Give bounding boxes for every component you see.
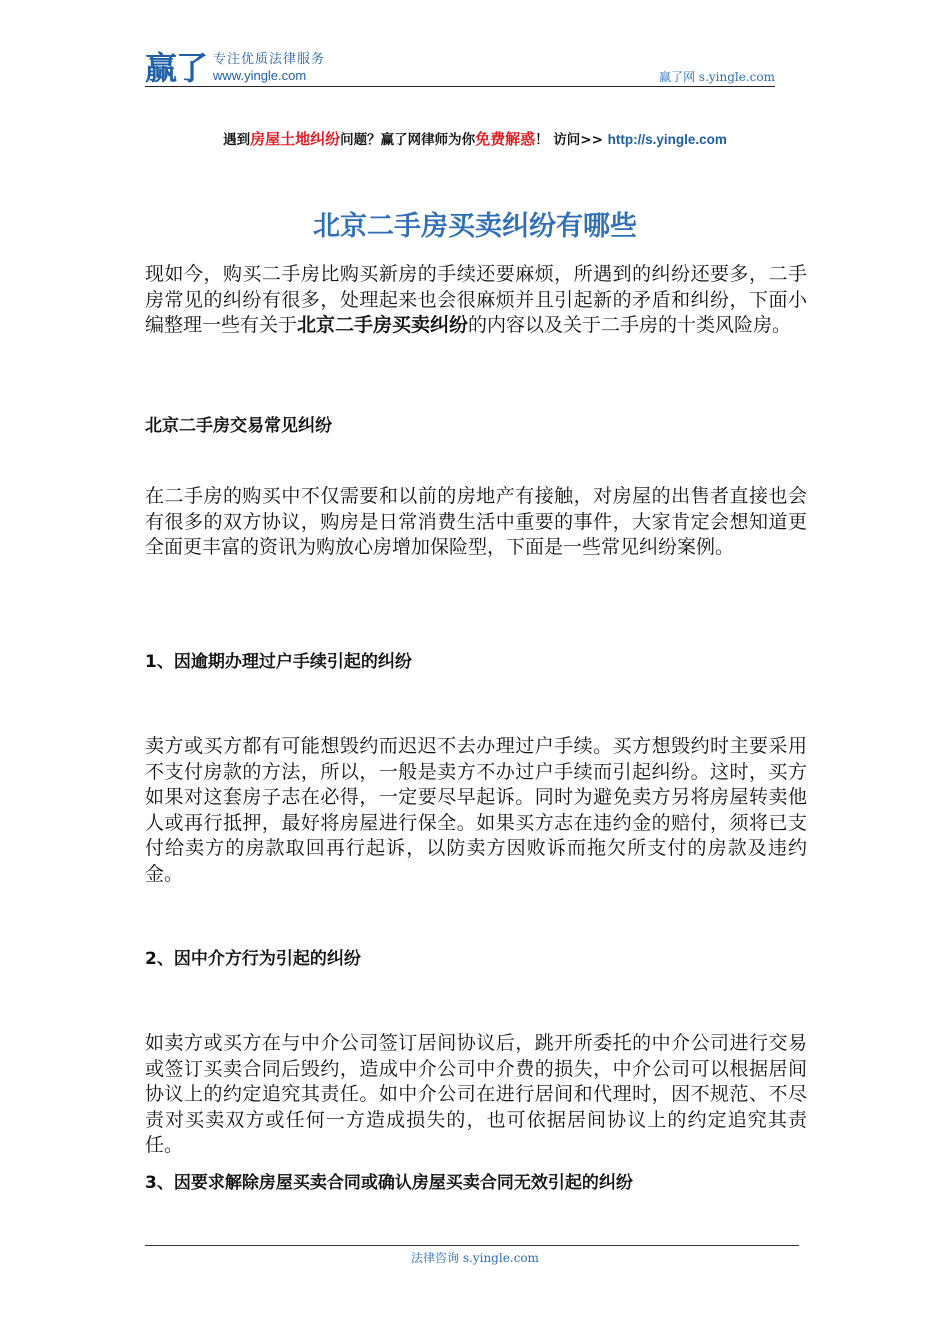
promo-text-2: 问题？赢了网律师为你 bbox=[340, 132, 476, 148]
header-site-link[interactable]: 赢了网 s.yingle.com bbox=[659, 70, 775, 84]
item3-heading: 3、因要求解除房屋买卖合同或确认房屋买卖合同无效引起的纠纷 bbox=[145, 1173, 633, 1193]
yingle-logo[interactable] bbox=[145, 50, 325, 90]
article-title: 北京二手房买卖纠纷有哪些 bbox=[313, 211, 637, 242]
item1-paragraph: 卖方或买方都有可能想毁约而迟迟不去办理过户手续。买方想毁约时主要采用不支付房款的方法，所以，一般是卖方不办过户手续而引起纠纷。这时，买方如果对这套房子志在必得，一定要尽早起诉。同时为避免卖方另将房屋转卖他人或再行抵押，最好将房屋进行保全。如果买方志在违约金的赔付，须将已支付给卖方的房款取回再行起诉，以防卖方因败诉而拖欠所支付的房款及违约金。 bbox=[145, 735, 807, 885]
promo-highlight-1: 房屋土地纠纷 bbox=[250, 130, 341, 148]
item1-heading: 1、因逾期办理过户手续引起的纠纷 bbox=[145, 652, 412, 672]
intro-paragraph bbox=[145, 262, 807, 339]
item2-heading: 2、因中介方行为引起的纠纷 bbox=[145, 949, 361, 969]
section-paragraph: 在二手房的购买中不仅需要和以前的房地产有接触，对房屋的出售者直接也会有很多的双方协议，购房是日常消费生活中重要的事件，大家肯定会想知道更全面更丰富的资讯为购放心房增加保险型，下面是一些常见纠纷案例。 bbox=[145, 485, 807, 558]
page-footer[interactable]: 法律咨询 s.yingle.com bbox=[411, 1251, 539, 1265]
logo-url: www.yingle.com bbox=[213, 68, 307, 83]
intro-text-before: 现如今，购买二手房比购买新房的手续还要麻烦，所遇到的纠纷还要多，二手房常见的纠纷有很多，处理起来也会很麻烦并且引起新的矛盾和纠纷，下面小编整理一些有关于 bbox=[145, 263, 807, 336]
promo-banner bbox=[0, 128, 950, 149]
promo-highlight-2: 免费解惑 bbox=[475, 130, 536, 148]
section-heading: 北京二手房交易常见纠纷 bbox=[145, 416, 332, 436]
logo-text bbox=[213, 50, 325, 84]
footer-divider bbox=[145, 1245, 799, 1246]
intro-text-after: 的内容以及关于二手房的十类风险房。 bbox=[468, 314, 792, 336]
promo-text-1: 遇到 bbox=[223, 132, 251, 148]
logo-slogan: 专注优质法律服务 bbox=[213, 52, 326, 67]
intro-keyword: 北京二手房买卖纠纷 bbox=[297, 314, 469, 336]
promo-text-3: ！ 访问>> bbox=[535, 132, 608, 148]
header-divider bbox=[145, 86, 775, 87]
promo-link[interactable]: http://s.yingle.com bbox=[607, 132, 727, 147]
item2-paragraph: 如卖方或买方在与中介公司签订居间协议后，跳开所委托的中介公司进行交易或签订买卖合同后毁约，造成中介公司中介费的损失，中介公司可以根据居间协议上的约定追究其责任。如中介公司在进行居间和代理时，因不规范、不尽责对买卖双方或任何一方造成损失的，也可依据居间协议上的约定追究其责任。 bbox=[145, 1032, 807, 1156]
logo-mark: 赢了 bbox=[145, 49, 208, 87]
page-header bbox=[145, 50, 775, 90]
